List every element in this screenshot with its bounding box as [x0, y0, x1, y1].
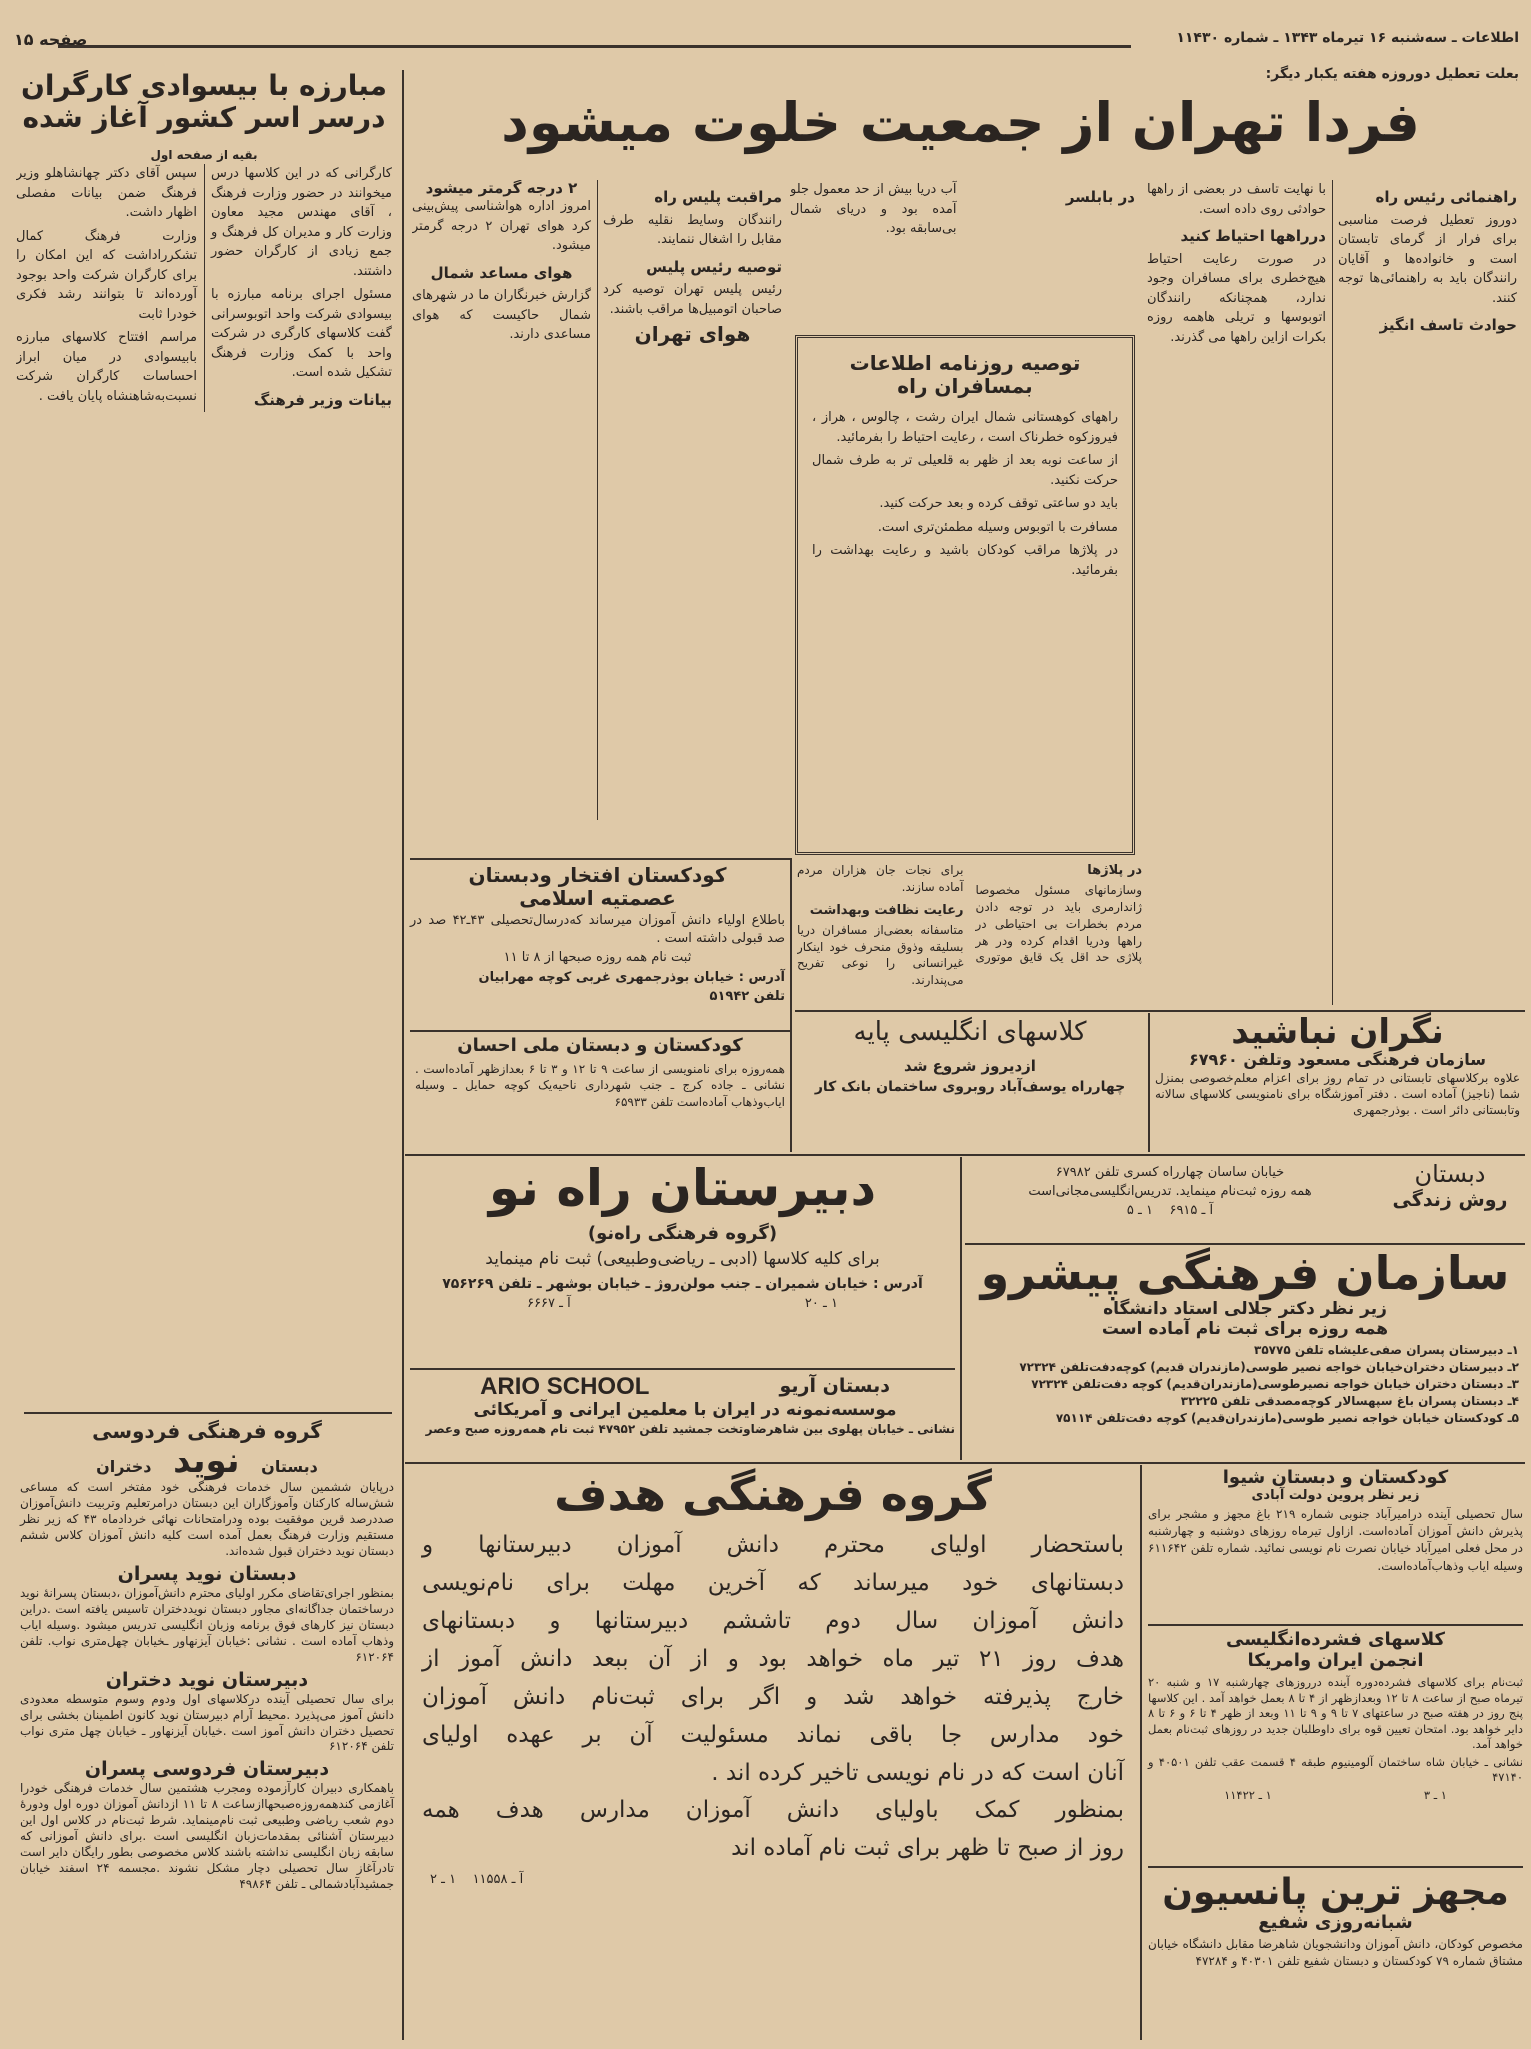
pishro-ad: [965, 1248, 1525, 1426]
ehsan-text: همه‌روزه برای نامنویسی از ساعت ۹ تا ۱۲ و ۳ تا ۶ بعدازظهر آماده‌است . نشانی ـ جاده کرج ـ جنب شهرداری ناحیه‌یک کوچه حمایل ـ وسیله ایاب‌وذهاب آماده‌است تلفن ۶۵۹۳۳: [415, 1061, 785, 1110]
rahe-no-ad: [410, 1160, 955, 1311]
paragraph: رئیس پلیس تهران توصیه کرد صاحبان اتومبیل‌ها مراقب باشند.: [603, 282, 782, 317]
weather-text: امروز اداره هواشناسی پیش‌بینی کرد هوای تهران ۲ درجه گرمتر میشود.: [412, 199, 591, 254]
iran-america-title: کلاسهای فشرده‌انگلیسی: [1225, 1629, 1446, 1650]
pension-subtitle: شبانه‌روزی شفیع: [1258, 1912, 1413, 1934]
eftekhar-phone: تلفن ۵۱۹۴۲: [709, 989, 785, 1005]
ario-title-en: ARIO SCHOOL: [480, 1373, 650, 1401]
hadaf-line: هدف روز ۲۱ تیر ماه خواهد بود و از آن ببعد دانش آموز از: [422, 1645, 1124, 1672]
advice-item: باید دو ساعتی توقف کرده و بعد حرکت کنید.: [879, 496, 1118, 511]
eftekhar-text: باطلاع اولیاء دانش آموزان میرساند که‌درسال‌تحصیلی ۴۳ـ۴۲ صد در صد قبولی داشته است .: [410, 913, 786, 946]
literacy-headline-2: درسر اسر کشور آغاز شده: [22, 101, 386, 135]
advice-item: راههای کوهستانی شمال ایران رشت ، چالوس ، هراز ، فیروزکوه خطرناک است ، رعایت احتیاط را بفرمائید.: [812, 410, 1118, 445]
hadaf-line: خارج پذیرفته خواهد شد و اگر برای ثبت‌نام دانش آموزان: [422, 1683, 1124, 1710]
english-basic-line1: ازدیروز شروع شد: [904, 1056, 1036, 1075]
divider: [1148, 1866, 1523, 1868]
masoud-text: علاوه برکلاسهای تابستانی در تمام روز برای اعزام معلم‌خصوصی بمنزل شما (ناجیز) آماده است . دفتر آموزشگاه برای نامنویسی کلاسهای سالانه وتابستانی دائر است . بوذرجمهری: [1155, 1070, 1520, 1118]
eftekhar-address: آدرس : خیابان بوذرجمهری غربی کوچه مهرابیان: [478, 969, 785, 985]
rahe-no-address: آدرس : خیابان شمیران ـ جنب مولن‌روژ ـ خیابان بوشهر ـ تلفن ۷۵۶۲۶۹: [442, 1275, 923, 1292]
divider: [410, 1030, 790, 1032]
navid-name: نوید: [173, 1441, 240, 1481]
subheading: در پلاژها: [1087, 863, 1142, 878]
hadaf-line: روز از صبح تا ظهر برای ثبت نام آماده اند: [731, 1835, 1124, 1862]
ravesh-line2: همه روزه ثبت‌نام مینماید. تدریس‌انگلیسی‌مجانی‌است: [1028, 1183, 1312, 1199]
pishro-branch: ۱ـ دبیرستان پسران صفی‌علیشاه تلفن ۳۵۷۷۵: [1254, 1343, 1519, 1358]
column-divider: [1140, 1465, 1142, 2040]
subheading: حوادث تاسف انگیز: [1379, 316, 1517, 334]
advice-box: [795, 335, 1135, 855]
pishro-line2: همه روزه برای ثبت نام آماده است: [1101, 1318, 1389, 1339]
pishro-branch: ۴ـ دبستان پسران باغ سپهسالار کوچه‌مصدقی تلفن ۳۲۲۲۵: [1180, 1393, 1519, 1408]
pishro-branch: ۲ـ دبیرستان دختران‌خیابان خواجه نصیر طوسی(مازندران قدیم) کوچه‌دفت‌تلفن ۷۲۳۲۴: [1019, 1360, 1519, 1375]
eftekhar-title: کودکستان افتخار ودبستان: [468, 863, 727, 887]
subheading: رعایت نظافت وبهداشت: [809, 902, 964, 918]
iran-america-ad: [1148, 1630, 1523, 1804]
ferdowsi-boys-hs-text: باهمکاری دبیران کارآزموده ومجرب هشتمین سال خدمات فرهنگی خودرا آغازمی کندهمه‌روزه‌صبحهاازساعت ۸ تا ۱۱ ازدانش آموزان دوره اول ودورهٔ دوم شعب ریاضی وطبیعی ثبت نام‌مینماید. شرط ثبت‌نام در کلاس اول این دبیرستان آشنائی بمقدمات‌زبان انگلیسی است .برای دانش آموزانی که سابقه زبان انگلیسی نداشته باشند کلاس مخصوصی بطور رایگان دایر است تادرآغاز سال تحصیلی دچار مشکل نشوند .مجسمه ۲۴ اسفند خیابان جمشیدآبادشمالی ـ تلفن ۴۹۸۶۴: [20, 1781, 395, 1891]
shiva-ad: [1148, 1468, 1523, 1575]
shiva-text: سال تحصیلی آینده درامیرآباد جنوبی شماره ۲۱۹ باغ مجهز و مشجر برای پذیرش دانش آموزان آماده‌است. ازاول تیرماه روزهای دوشنبه و چهارشنبه در محل فعلی امیرآباد خیابان نصرت نام نویسی نمائید. شماره تلفن ۶۱۱۶۴۲ وسیله ایاب وذهاب‌آماده‌است.: [1148, 1506, 1523, 1573]
paragraph: آب دریا بیش از حد معمول جلو آمده بود و دریای شمال بی‌سابقه بود.: [790, 182, 957, 236]
paragraph: متاسفانه بعضی‌از مسافران دریا بسلیقه وذوق منحرف خود اینکار غیرانسانی را نوعی تفریح می‌پندارند.: [797, 922, 964, 988]
rahe-no-title: دبیرستان راه نو: [488, 1159, 877, 1217]
advice-subtitle: بمسافران راه: [897, 374, 1033, 398]
paragraph: با نهایت تاسف در بعضی از راهها حوادثی روی داده است.: [1147, 182, 1326, 217]
rahe-no-subtitle: (گروه فرهنگی راه‌نو): [587, 1222, 778, 1244]
hadaf-line: دبستانهای خود میرساند که آخرین مهلت برای نام‌نویسی: [422, 1569, 1124, 1596]
iran-america-title2: انجمن ایران وامریکا: [1247, 1649, 1424, 1671]
subheading: بیانات وزیر فرهنگ: [253, 390, 392, 409]
lead-columns-bottom: [797, 862, 1142, 1007]
advice-item: مسافرت با اتوبوس وسیله مطمئن‌تری است.: [877, 519, 1118, 535]
hadaf-ad: [410, 1468, 1136, 1887]
lead-columns-right: [1147, 180, 1517, 1005]
paragraph: مراسم افتتاح کلاسهای مبارزه بابیسوادی در میان ابراز احساسات کارگران شرکت نسبت‌به‌شاهنشاه پایان یافت .: [16, 330, 197, 404]
pishro-title: سازمان فرهنگی پیشرو: [980, 1246, 1510, 1300]
weather-subtitle: ۲ درجه گرمتر میشود: [425, 180, 578, 197]
divider: [410, 858, 790, 860]
weather-north-title: هوای مساعد شمال: [430, 263, 573, 282]
weather-north-text: گزارش خبرنگاران ما در شهرهای شمال حاکیست که هوای مساعدی دارند.: [412, 288, 591, 343]
weather-title: هوای تهران: [634, 322, 751, 346]
navid-text: درپایان ششمین سال خدمات فرهنگی خود مفتخر است که مساعی شش‌ساله کارکنان وآموزگاران این دبستان درامرتعلیم وتربیت دانش‌آموزان صددرصد قرین موفقیت بوده ودرامتحانات نهائی خردادماه ۴۳ که زیر نظر مستقیم وزارت فرهنگ بعمل آمده است کلیه دانش آموزان کلاس ششم دبستان نوید دختران قبول شده‌اند.: [20, 1480, 395, 1559]
hadaf-line: باستحضار اولیای محترم دانش آموزان دبیرستانها و: [422, 1531, 1124, 1558]
advice-item: در پلاژها مراقب کودکان باشید و رعایت بهداشت را بفرمائید.: [812, 543, 1118, 578]
masthead-rule: [58, 45, 1131, 48]
paragraph: در صورت رعایت احتیاط هیچ‌خطری برای مسافران وجود ندارد، همچنانکه رانندگان اتوبوسها و تریلی هاهمه روزه بکرات ازاین راهها می گذرند.: [1147, 251, 1326, 345]
navid-suffix: دختران: [96, 1457, 152, 1476]
shiva-subtitle: زیر نظر پروین دولت آبادی: [1251, 1487, 1420, 1503]
ario-title-fa: دبستان آریو: [779, 1375, 890, 1398]
ad-code: ۱ ـ ۱۱۴۲۲: [1224, 1787, 1272, 1802]
literacy-article: [16, 70, 392, 1400]
divider: [965, 1243, 1525, 1245]
pension-ad: [1148, 1872, 1523, 1971]
hadaf-line: دانش آموزان سال دوم تاششم دبیرستانها و دبستانهای: [422, 1607, 1124, 1634]
lead-kicker: بعلت تعطیل دوروزه هفته یکبار دیگر:: [1265, 66, 1519, 82]
ad-code: آ ـ ۱۱۵۵۸: [472, 1872, 524, 1888]
divider: [1148, 1624, 1523, 1626]
ad-code: آ ـ ۶۶۶۷: [527, 1295, 571, 1311]
pishro-branch: ۵ـ کودکستان خیابان خواجه نصیر طوسی(مازندران‌قدیم) کوچه دفت‌تلفن ۷۵۱۱۴: [1055, 1410, 1519, 1425]
ad-code: آ ـ ۶۹۱۵: [1169, 1202, 1214, 1218]
english-basic-ad: [797, 1018, 1143, 1095]
english-basic-title: کلاسهای انگلیسی پایه: [853, 1017, 1087, 1047]
navid-boys-title: دبستان نوید پسران: [117, 1563, 297, 1586]
masoud-subtitle: سازمان فرهنگی مسعود وتلفن ۶۷۹۶۰: [1188, 1050, 1487, 1070]
masoud-ad: [1155, 1014, 1520, 1118]
paragraph: دوروز تعطیل فرصت مناسبی برای فرار از گرمای تابستان است و خانواده‌ها و آقایان رانندگان باید به راهنمائی‌ها توجه کنند.: [1338, 212, 1517, 306]
subheading: راهنمائی رئیس راه: [1375, 188, 1517, 206]
paragraph: مسئول اجرای برنامه مبارزه با بیسوادی شرکت واحد اتوبوسرانی گفت کلاسهای کارگری در شرکت واحد با کمک وزارت فرهنگ تشکیل شده است.: [211, 287, 392, 381]
eftekhar-ad: [410, 864, 785, 1006]
advice-title: توصیه روزنامه اطلاعات: [849, 351, 1081, 375]
paragraph: کارگرانی که در این کلاسها درس میخوانند در حضور وزارت فرهنگ ، آقای مهندس مجید معاون وزارت کار و مدیران کل فرهنگ و جمع زیادی از کارگران حضور داشتند.: [211, 166, 392, 279]
paragraph: رانندگان وسایط نقلیه طرف مقابل را اشغال ننمایند.: [603, 212, 782, 247]
rahe-no-line1: برای کلیه کلاسها (ادبی ـ ریاضی‌وطبیعی) ثبت نام مینماید: [485, 1249, 880, 1270]
masthead-issue-line: اطلاعات ـ سه‌شنبه ۱۶ تیرماه ۱۳۴۳ ـ شماره ۱۱۴۳۰: [1176, 30, 1519, 46]
masoud-title: نگران نباشید: [1231, 1012, 1444, 1052]
paragraph: وزارت فرهنگ کمال تشکرراداشت که این امکان را برای کارگران شرکت واحد بوجود آورده‌اند تا بتوانند رشد فکری خودرا ثابت: [16, 228, 197, 322]
column-divider: [960, 1157, 962, 1460]
ario-line1: موسسه‌نمونه در ایران با معلمین ایرانی و آمریکائی: [473, 1400, 897, 1420]
ravesh-line1: خیابان ساسان چهارراه کسری تلفن ۶۷۹۸۲: [1055, 1165, 1285, 1180]
iran-america-address: نشانی ـ خیابان شاه ساختمان آلومینیوم طبقه ۴ قسمت عقب تلفن ۴۰۵۰۱ و ۴۷۱۴۰: [1148, 1754, 1523, 1785]
subheading: درراهها احتیاط کنید: [1180, 227, 1326, 245]
pishro-line1: زیر نظر دکتر جلالی استاد دانشگاه: [1103, 1298, 1387, 1319]
column-divider: [402, 70, 404, 2040]
continued-label: بقیه از صفحه اول: [150, 148, 258, 163]
ario-ad: [415, 1373, 955, 1437]
ad-code: ۱ ـ ۵: [1126, 1202, 1153, 1218]
navid-girls-hs-title: دبیرستان نوید دختران: [105, 1668, 309, 1691]
column-divider: [1148, 1013, 1150, 1152]
ad-code: ۱ ـ ۲: [430, 1872, 457, 1888]
hadaf-line: بمنظور کمک باولیای دانش آموزان مدارس هدف همه: [422, 1797, 1124, 1824]
ferdowsi-group-title: گروه فرهنگی فردوسی: [92, 1419, 322, 1443]
subheading: مراقبت پلیس راه: [654, 188, 782, 206]
hadaf-line: آنان است که در نام نویسی تاخیر کرده اند .: [711, 1759, 1124, 1786]
navid-boys-text: بمنظور اجرای‌تقاضای مکرر اولیای محترم دانش‌آموزان ،دبستان پسرانهٔ نوید درساختمان جداگانه‌ای مجاور دبستان نویددختران تاسیس یافته است .دراین دبستان نیز کارهای فوق برنامه وزبان انگلیسی تدریس میشود .وسیله ایاب وذهاب آماده است . نشانی :خیابان آیزنهاور ـخیابان چهل‌متری نواب. تلفن ۶۱۲۰۶۴: [20, 1586, 394, 1664]
pension-text: مخصوص کودکان، دانش آموزان ودانشجویان شاهرضا مقابل دانشگاه خیابان مشتاق شماره ۷۹ کودکستان و دبستان شفیع تلفن ۴۰۳۰۱ و ۴۷۲۸۴: [1148, 1937, 1523, 1969]
ad-code: ۱ ـ ۳: [1423, 1787, 1447, 1802]
lead-columns-left: [412, 180, 782, 820]
ferdowsi-ad: [20, 1420, 394, 1897]
paragraph: سپس آقای دکتر چهانشاهلو وزیر فرهنگ ضمن بیانات مفصلی اظهار داشت.: [16, 166, 197, 221]
english-basic-line2: چهارراه یوسف‌آباد روبروی ساختمان بانک کار: [814, 1079, 1126, 1096]
advice-item: از ساعت نوبه بعد از ظهر به قلعیلی تر به طرف شمال حرکت نکنید.: [812, 453, 1118, 488]
ad-code: ۱ ـ ۲۰: [804, 1295, 838, 1311]
divider: [24, 1412, 392, 1414]
ario-line2: نشانی ـ خیابان پهلوی بین شاهرضاوتخت جمشید تلفن ۴۷۹۵۲ ثبت نام همه‌روزه صبح وعصر: [425, 1421, 955, 1436]
ferdowsi-boys-hs-title: دبیرستان فردوسی پسران: [84, 1758, 330, 1781]
pension-title: مجهز ترین پانسیون: [1162, 1872, 1509, 1913]
subheading: در بابلسر: [1065, 188, 1135, 206]
paragraph: وسازمانهای مسئول مخصوصا ژاندارمری باید در توجه دادن مردم بخطرات بی احتیاطی در راهها ودریا اقدام کرده ودر هر پلاژی حد اقل یک قایق موتوری برای نجات جان هزاران مردم آماده سازند.: [797, 863, 1142, 965]
lead-columns-middle-top: [790, 180, 1135, 325]
literacy-headline-1: مبارزه با بیسوادی کارگران: [20, 70, 388, 102]
iran-america-text: ثبت‌نام برای کلاسهای فشرده‌دوره آینده درروزهای چهارشنبه ۱۷ و شنبه ۲۰ تیرماه صبح از ساعت ۸ تا ۱۲ وبعدازظهر از ۴ تا ۸ بعمل خواهد آمد . این کلاسها پنج روز در هفته صبح در ساعتهای ۷ تا ۹ و ۹ تا ۱۱ وبعد از ظهر ۴ تا ۶ و ۶ تا ۸ دایر خواهد بود. امتحان تعیین قوه برای داوطلبان جدید در روزهای ثبت‌نام بعمل خواهد آمد.: [1148, 1675, 1524, 1752]
ehsan-ad: [415, 1036, 785, 1111]
ehsan-title: کودکستان و دبستان ملی احسان: [457, 1035, 743, 1056]
shiva-title: کودکستان و دبستان شیوا: [1222, 1467, 1449, 1488]
hadaf-title: گروه فرهنگی هدف: [554, 1467, 992, 1521]
page-number: صفحه ۱۵: [14, 30, 88, 49]
navid-prefix: دبستان: [261, 1457, 318, 1476]
column-divider: [790, 858, 792, 1152]
divider: [405, 1462, 1525, 1464]
ravesh-title2: روش زندگی: [1392, 1188, 1508, 1211]
eftekhar-hours: ثبت نام همه روزه صبحها از ۸ تا ۱۱: [503, 950, 692, 966]
ravesh-title: دبستان: [1414, 1160, 1486, 1188]
lead-headline: فردا تهران از جمعیت خلوت میشود: [501, 91, 1420, 154]
pishro-branch: ۳ـ دبستان دختران خیابان خواجه نصیرطوسی(مازندران‌قدیم) کوچه دفت‌تلفن ۷۲۳۲۴: [1031, 1376, 1519, 1391]
navid-girls-hs-text: برای سال تحصیلی آینده درکلاسهای اول ودوم وسوم متوسطه معدودی دانش آموز می‌پذیرد .محیط آرام دبیرستان نوید کانون اطمینان بخشی برای تحصیل دختران دانش آموز است .خیابان آیزنهاور ـ خیابان چهل متری نواب تلفن ۶۱۲۰۶۴: [20, 1691, 394, 1754]
hadaf-line: خود مدارس جا باقی نماند مسئولیت آن بر عهده اولیای: [422, 1721, 1124, 1748]
ravesh-ad: [965, 1160, 1525, 1240]
divider: [405, 1154, 1525, 1156]
divider: [410, 1368, 955, 1370]
eftekhar-title2: عصمتیه اسلامی: [519, 886, 676, 910]
subheading: توصیه رئیس پلیس: [646, 257, 782, 276]
